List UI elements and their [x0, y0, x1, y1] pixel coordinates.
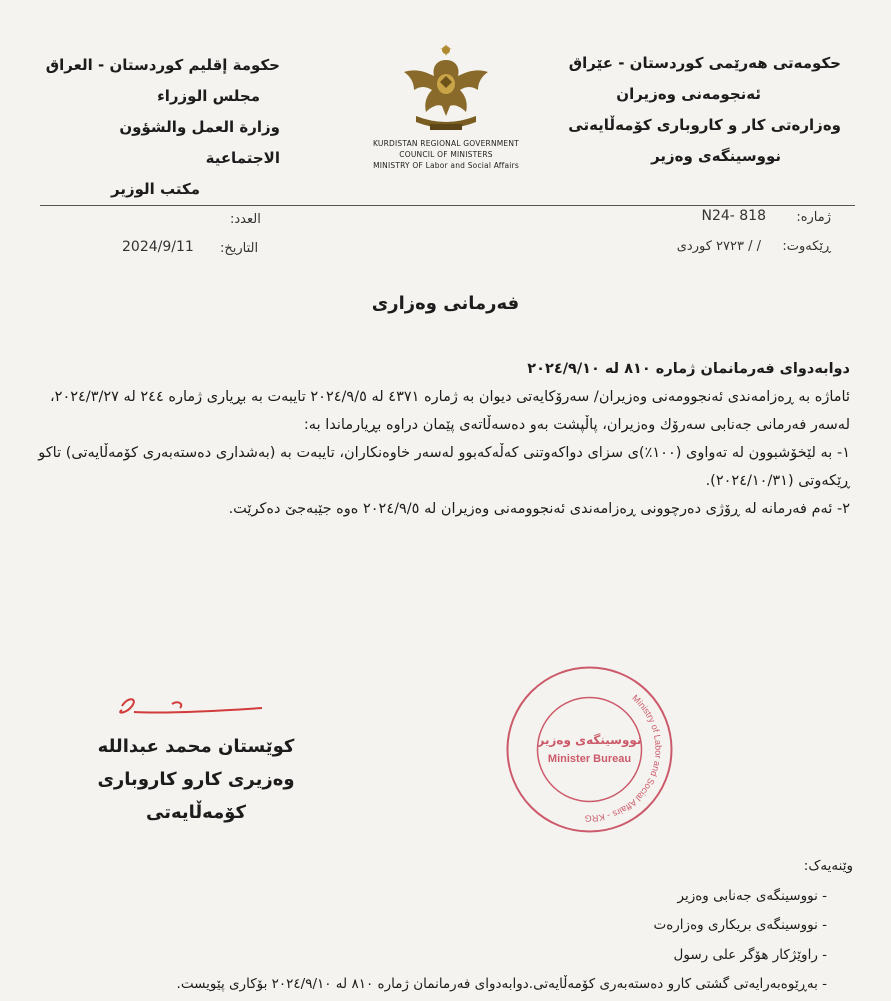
cc-item: - نووسینگەی بریکاری وەزارەت — [653, 917, 827, 933]
signature-block — [65, 730, 327, 829]
header-divider — [40, 205, 855, 206]
number-label: ژمارە: — [796, 210, 831, 225]
emblem-caption-line: MINISTRY OF Labor and Social Affairs — [373, 161, 519, 170]
signature-scribble-icon — [112, 692, 272, 732]
adad-label: العدد: — [230, 212, 261, 227]
header-arabic-line: حكومة إقليم كوردستان - العراق — [45, 56, 280, 74]
cc-item: - راوێژکار هۆگر علی رسول — [673, 946, 827, 963]
signatory-title: وەزیری کارو کاروباری — [97, 769, 295, 790]
date-label: التاريخ: — [220, 241, 259, 256]
stamp-line-ku: نووسینگەی وەزیر — [537, 733, 642, 747]
header-kurdish-line: حکومەتی هەرێمی کوردستان - عێراق — [568, 54, 841, 72]
header-kurdish-line: نووسینگەی وەزیر — [651, 147, 781, 165]
official-stamp — [502, 662, 677, 837]
body-intro: دوابەدوای فەرمانمان ژمارە ٨١٠ لە ٢٠٢٤/٩/١٠ — [527, 361, 850, 377]
document-title: فەرمانی وەزاری — [371, 293, 520, 314]
header-arabic-line: مجلس الوزراء — [157, 87, 260, 105]
cc-item: - بەڕێوەبەرایەتی گشتی کارو دەستەبەری کۆمەڵایەتی.دوابەدوای فەرمانمان ژمارە ٨١٠ لە ٢٠٢٤/٩/١٠ بۆکاری پێویست. — [176, 976, 827, 992]
cc-heading: وێنەیەک: — [803, 858, 853, 874]
stamp-ring-text: Ministry of Labor and Social Affairs - KRG — [584, 692, 664, 824]
body-item-1: ١- بە لێخۆشبوون لە تەواوی (١٠٠٪)ی سزای دواکەوتنی کەڵەکەبوو لەسەر خاوەنکاران، تایبەت بە (بەشداری دەستەبەری کۆمەڵایەتی) تاکو ڕێکەوتی (٢٠٢٤/١٠/٣١). — [38, 445, 850, 489]
header-kurdish-line: ئەنجومەنی وەزیران — [616, 85, 761, 103]
number-value: N24- 818 — [701, 208, 766, 224]
header-arabic — [40, 50, 280, 205]
krg-emblem — [360, 42, 532, 192]
header-arabic-line: مكتب الوزير — [110, 180, 200, 198]
stamp-line-en: Minister Bureau — [547, 753, 632, 765]
signatory-name: کوێستان محمد عبدالله — [97, 736, 295, 757]
emblem-caption-line: COUNCIL OF MINISTERS — [399, 150, 493, 159]
header-arabic-line: وزارة العمل والشؤون الاجتماعية — [119, 118, 280, 167]
ref-date-label: ڕێکەوت: — [782, 239, 831, 254]
cc-list — [93, 882, 853, 1000]
signatory-title: کۆمەڵایەتی — [146, 802, 246, 823]
emblem-caption-line: KURDISTAN REGIONAL GOVERNMENT — [373, 139, 519, 148]
cc-section — [93, 852, 853, 1000]
cc-item: - نووسینگەی جەنابی وەزیر — [677, 887, 827, 904]
document-body — [38, 355, 850, 523]
body-paragraph: ئاماژە بە ڕەزامەندی ئەنجوومەنی وەزیران/ سەرۆکایەتی دیوان بە ژمارە ٤٣٧١ لە ٢٠٢٤/٩/٥ تایبەت بە بڕیاری ژمارە ٢٤٤ لە ٢٠٢٤/٣/٢٧، لەسەر فەرمانی جەنابی سەرۆك وەزیران، پاڵپشت بەو دەسەڵاتەی پێمان دراوە بڕیارماندا بە: — [49, 389, 850, 433]
header-kurdish-line: وەزارەتی کار و کاروباری کۆمەڵایەتی — [568, 116, 841, 134]
eagle-emblem-icon — [396, 42, 496, 138]
date-value: 2024/9/11 — [122, 239, 194, 255]
header-kurdish — [521, 48, 841, 172]
body-item-2: ٢- ئەم فەرمانە لە ڕۆژی دەرچوونی ڕەزامەندی ئەنجوومەنی وەزیران لە ٢٠٢٤/٩/٥ ەوە جێبەجێ دەکرێت. — [228, 501, 850, 517]
ref-date-value: / / ٢٧٢٣ کوردی — [676, 239, 761, 254]
